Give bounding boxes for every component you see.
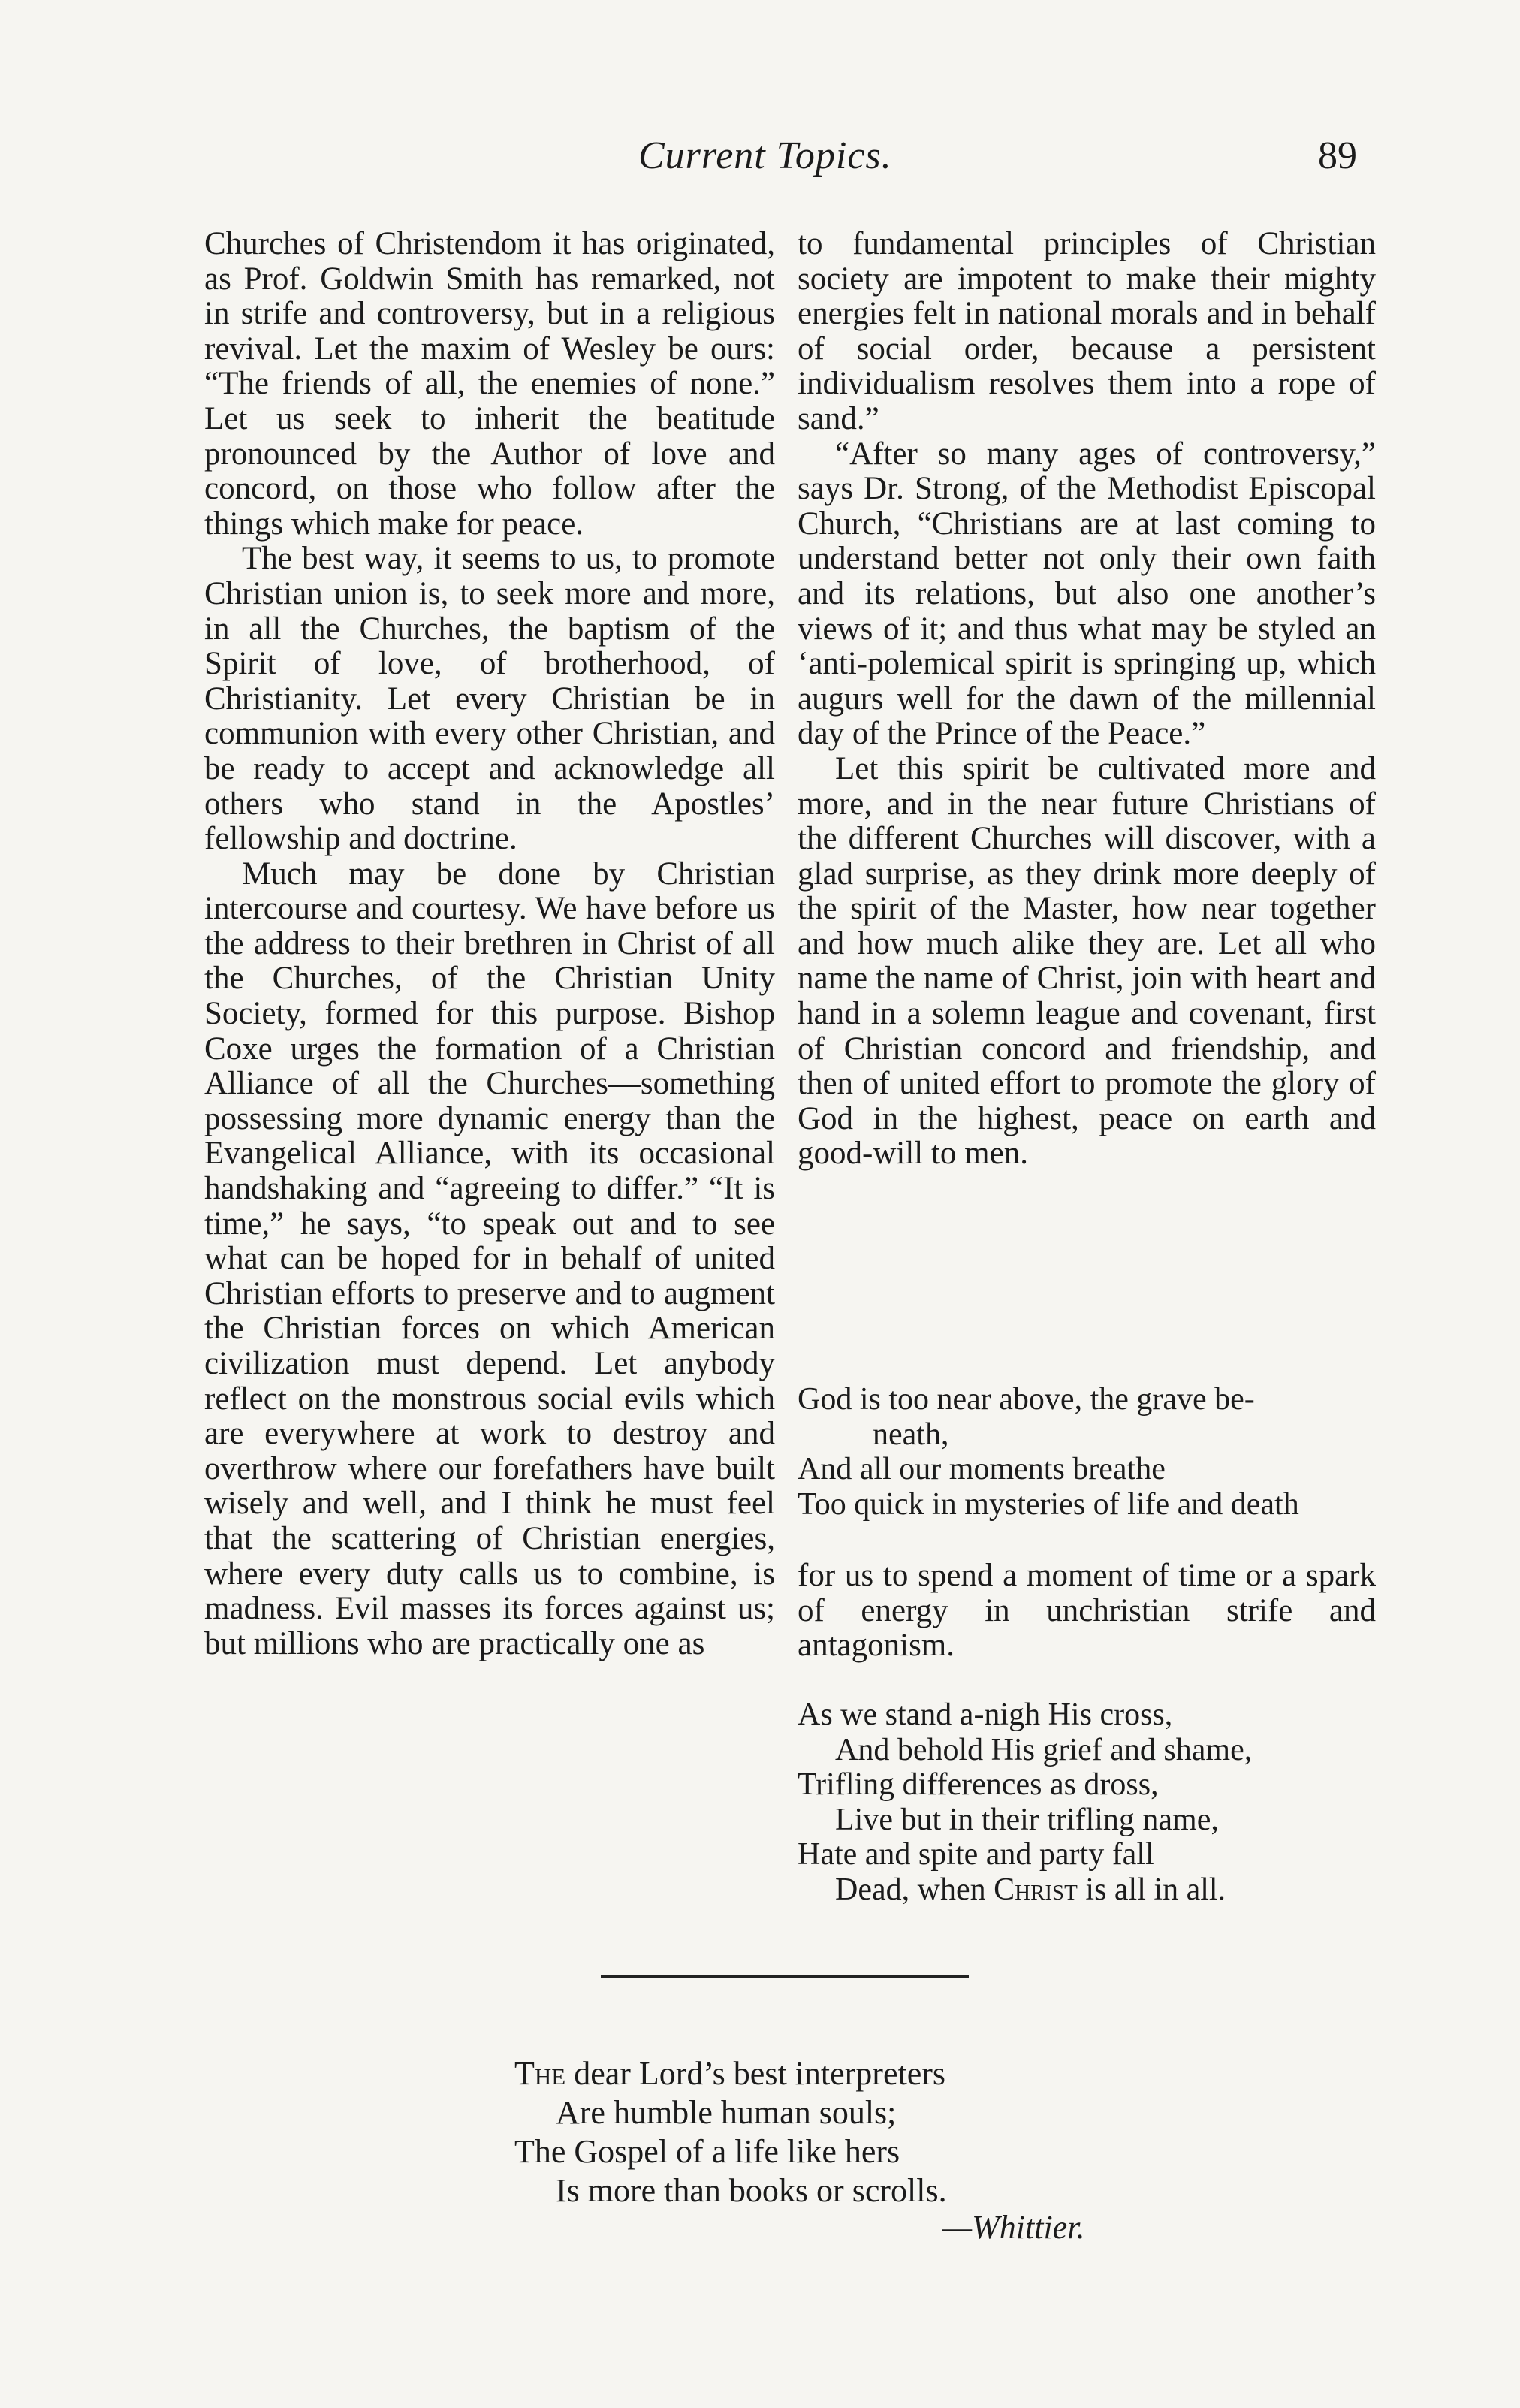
verse-line — [798, 1872, 1383, 1908]
verse-line: God is too near above, the grave be- — [798, 1382, 1255, 1417]
verse-line: And behold His grief and shame, — [835, 1732, 1253, 1767]
poem-first-word: The — [514, 2055, 566, 2092]
page-number: 89 — [1318, 134, 1357, 177]
running-title: Current Topics. — [638, 134, 892, 177]
verse-line: Trifling differences as dross, — [798, 1767, 1159, 1803]
right-column — [798, 227, 1376, 1172]
christ-small-caps: Christ — [994, 1872, 1078, 1907]
verse-line: Live but in their trifling name, — [835, 1802, 1219, 1837]
paragraph: The best way, it seems to us, to promote Christian union is, to seek more and more, in all the Churches, the baptism of the Spirit of love, of brotherhood, of Christianity. Let every Christian be in communion with every other Christian, and be ready to accept and acknowledge all others who stand in the Apostles’ fellowship and doctrine. — [204, 541, 775, 857]
right-column-continuation — [798, 1559, 1376, 1664]
verse-line: As we stand a-nigh His cross, — [798, 1697, 1173, 1732]
paragraph: to fundamental principles of Christian society are impotent to make their mighty energies felt in national morals and in behalf of social order, because a persistent individualism resolves them into a rope of sand.” — [798, 226, 1376, 436]
verse-line: Too quick in mysteries of life and death — [798, 1486, 1299, 1522]
poem-attribution: —Whittier. — [942, 2209, 1085, 2246]
verse-line-end: is all in all. — [1077, 1872, 1226, 1907]
left-column — [204, 227, 775, 1661]
paragraph: Churches of Christendom it has originated, as Prof. Goldwin Smith has remarked, not in strife and controversy, but in a religious revival. Let the maxim of Wesley be ours: “The friends of all, the enemies of none.” Let us seek to inherit the beatitude pronounced by the Author of love and concord, on those who follow after the things which make for peace. — [204, 226, 775, 542]
verse-poem — [798, 1697, 1383, 1908]
poem-line: Is more than books or scrolls. — [556, 2172, 947, 2209]
poem-line: The Gospel of a life like hers — [514, 2133, 900, 2170]
paragraph: “After so many ages of controversy,” says Dr. Strong, of the Methodist Episcopal Church, “Christians are at last coming to understand better not only their own faith and its relations, but also one another’s views of it; and thus what may be styled an ‘anti-polemical spirit is springing up, which augurs well for the dawn of the millennial day of the Prince of the Peace.” — [798, 436, 1376, 752]
verse-line: And all our moments breathe — [798, 1452, 1166, 1487]
poem-line — [514, 2054, 947, 2093]
verse-line: Hate and spite and party fall — [798, 1837, 1154, 1872]
paragraph: for us to spend a moment of time or a spark of energy in unchristian strife and antagonism. — [798, 1558, 1376, 1664]
poem-line: Are humble human souls; — [556, 2094, 897, 2131]
poem-line-rest: dear Lord’s best interpreters — [565, 2055, 946, 2092]
verse-line: neath, — [873, 1417, 949, 1452]
section-divider — [601, 1975, 969, 1978]
verse-line-start: Dead, when — [835, 1872, 994, 1907]
closing-poem — [514, 2054, 947, 2210]
verse-quotation — [798, 1382, 1383, 1522]
paragraph: Let this spirit be cultivated more and more, and in the near future Christians of the different Churches will discover, with a glad surprise, as they drink more deeply of the spirit of the Master, how near together and how much alike they are. Let all who name the name of Christ, join with heart and hand in a solemn league and covenant, first of Christian concord and friendship, and then of united effort to promote the glory of God in the highest, peace on earth and good-will to men. — [798, 750, 1376, 1172]
paragraph: Much may be done by Christian intercourse and courtesy. We have before us the address to their brethren in Christ of all the Churches, of the Christian Unity Society, formed for this purpose. Bishop Coxe urges the formation of a Christian Alliance of all the Churches—something possessing more dynamic energy than the Evangelical Alliance, with its occasional handshaking and “agreeing to differ.” “It is time,” he says, “to speak out and to see what can be hoped for in behalf of united Christian efforts to preserve and to augment the Christian forces on which American civilization must depend. Let anybody reflect on the monstrous social evils which are everywhere at work to destroy and overthrow where our forefathers have built wisely and well, and I think he must feel that the scattering of Christian energies, where every duty calls us to combine, is madness. Evil masses its forces against us; but millions who are practically one as — [204, 855, 775, 1661]
